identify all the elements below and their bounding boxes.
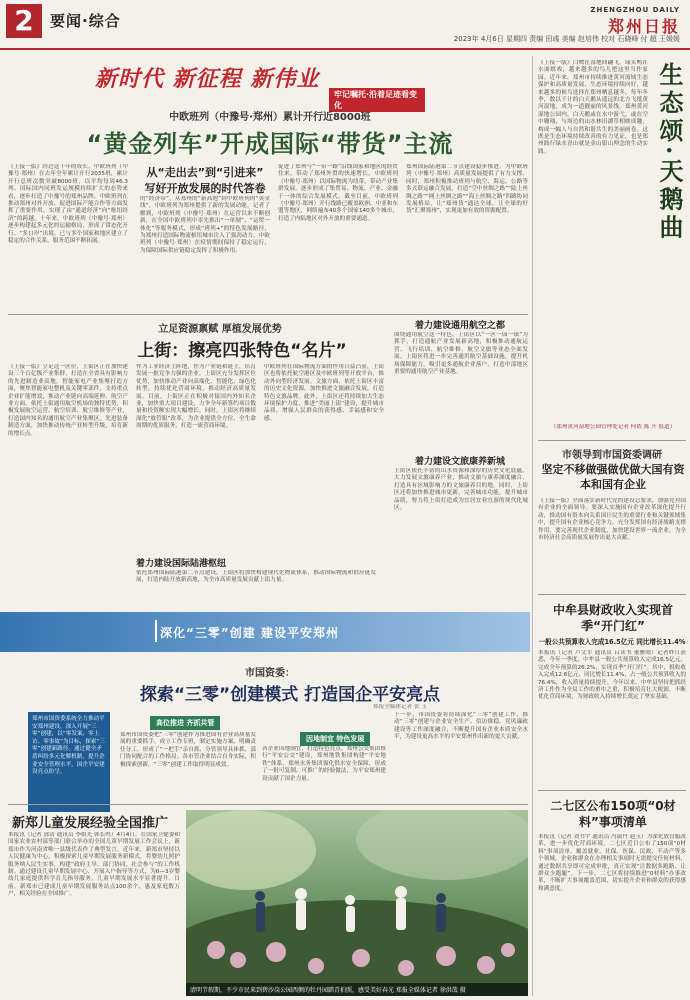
story2-sub3-text: 依托郑州国际陆港第二节点建设，上街区将加快构建现代化物流体系，推动国际物流和供应链发展，打造内陆开放新高地，为全市高质量发展贡献上街力量。 <box>136 570 376 584</box>
story2-sub3: 着力建设国际陆港枢纽 <box>136 559 227 569</box>
column-title: 生态颂·天鹅曲 <box>655 62 684 243</box>
story2-sub2: 着力建设文旅康养新城 <box>414 457 505 467</box>
lead-subhead: 从“走出去”到“引进来” 写好开放发展的时代答卷 <box>144 166 266 195</box>
story4-text: 本报讯（记者 卢文军 通讯员 吕读书 董雅晴）记者昨日获悉，今年一季度，中牟县一般公共预算收入完成16.5亿元，完成全年预算的26.2%，实现首季“开门红”。其中，税收收入完成12.6亿元，同比增长11.4%，占一般公共预算收入的76.4%，收入质量持续提升。今年以来，中牟县坚持把抓经济工作作为全局工作的重中之重，积极培育壮大税源，不断优化营商环境，为财政收入持续增长奠定了坚实基础。 <box>538 650 686 701</box>
masthead-en: ZHENGZHOU DAILY <box>590 6 680 14</box>
section-title: 要闻·综合 <box>50 12 121 30</box>
story6-kicker: 市国资委： <box>245 668 295 679</box>
section-band <box>0 612 530 652</box>
story7-text: 本报讯（记者 郭清 通讯员 李姐光 韩长鸣）4月4日，在国家卫健委和国家农业农村部等部门联合举办的全国儿童早期发展工作会议上，新郑市作为河南省唯一县级代表作了典型发言。近年来，新郑市坚持以人民健康为中心，积极探索儿童早期发展服务新模式，将婴幼儿照护服务纳入民生实事，构建“政府主导、部门协同、社会参与”的工作机制。通过建设儿童早期发展中心、开展入户指导等方式，为0—3岁婴幼儿家庭提供科学育儿指导服务，儿童早期发展水平显著提升。目前，新郑市已建成儿童早期发展服务站点100余个，惠及家庭数万户，相关经验在全国推广。 <box>8 832 180 898</box>
divider <box>538 440 686 441</box>
lead-col-2: 的“经济带”，从郑州的“新高地”到中欧班列的“黄金线”，中欧班列为郑州提供了新的发展动能。记者了解到，中欧班列（中豫号·郑州）在运营以来不断创新，在全国中欧班列中率先推出“一单制”、“运贸一体化”等服务模式，形成“班列+”的特色发展路径，为郑州打造国际物流枢纽城市注入了强劲动力。中欧班列（中豫号·郑州）在疫情期间保持了稳定运行，为保障国际供应链稳定发挥了积极作用。 <box>140 196 270 254</box>
story2-col-3: 中欧班列在国际物流方面的作用日益凸显，上街区也将依托航空港区及中欧班列等开放平台，推动外向型经济发展。文旅方面，依托上街区丰富的历史文化资源，加快推进文旅融合发展，打造特色文旅品牌。此外，上街区还将持续加大生态环境保护力度，推进“美丽上街”建设，提升城市品质，增强人民群众的获得感、幸福感和安全感。 <box>264 364 384 422</box>
story4-subhead: 一般公共预算收入完成16.5亿元 同比增长11.4% <box>538 638 686 646</box>
lead-col-1: 《上接一版》经过这十年的成长，中欧班列（中豫号·郑州）在去年全年累计开行2035班，累计开行总班次数突破8000班，以平均每周46.3列、国际国内同班发运规模持续扩大的态势来看，逐步打造了中豫号的郑州品牌。中欧班列在推动郑州对外开放、促进国际产能合作等方面发挥了重要作用，实现了由“通道经济”向“枢纽经济”的跨越。十年来，中欧班列（中豫号·郑州）逐步构建起多元化的运输格局，形成了常态化开行、“多口岸”出境，已与多个国家和地区建立了稳定的合作关系，服务范围不断拓展。 <box>8 164 128 245</box>
issue-info: 2023年 4月6日 星期四 责编 田彧 美编 赵培伟 校对 石晓峰 付 超 王媛媛 <box>453 35 680 43</box>
column-divider <box>532 56 533 996</box>
story6-byline: 郑报全媒体记者 张 玉 <box>373 704 427 710</box>
divider <box>538 790 686 791</box>
story2-headline: 上街：擦亮四张特色“名片” <box>137 341 347 361</box>
park-photo-image <box>186 810 528 996</box>
lead-kicker: 中欧班列（中豫号·郑州）累计开行近8000班 <box>169 112 371 123</box>
masthead <box>590 6 680 37</box>
story6-col-3: 下一步，市国资委将持续深化“三零”创建工作，推动“三零”创建与企业安全生产、信访维稳、党风廉政建设等工作深度融合，不断提升国有企业本质安全水平，为建设更高水平的平安郑州作出新的更大贡献。 <box>394 712 528 741</box>
story6-col-1: 郑州市国资委把“三零”创建作为推进国有企业高质量发展的重要抓手，成立工作专班，制定实施方案，明确责任分工，形成了“一把手”亲自抓、分管领导具体抓、部门协同配合的工作格局。各市管企业结合自身实际，积极探索创新，“三零”创建工作取得明显成效。 <box>120 732 256 768</box>
column-text: 《上接一版》白鹭在湿地间翩飞，绿头鸭在水面嬉戏，越来越多的鸟儿把这里当作家园。近年来，郑州市持续推进黄河流域生态保护和高质量发展，生态环境持续向好，越来越多的候鸟选择在郑州栖息越冬。每年冬季，数以千计的白天鹅从遥远的北方飞抵黄河湿地，成为一道靓丽的风景线。郑州黄河湿地公园内，白天鹅或在水中游弋，或在空中翱翔，与周边的山水林田湖草相映成趣，构成一幅人与自然和谐共生的美丽画卷。这既是生态环境持续改善的有力见证，也是郑州践行绿水青山就是金山银山理念的生动实践。 <box>538 60 648 155</box>
story4-headline: 中牟县财政收入实现首季“开门红” <box>552 603 673 633</box>
story2-sub2-text: 上街区依托丰富的山水资源和深厚的历史文化底蕴，大力发展文旅康养产业，推动文旅与康养深度融合，打造具有区域影响力的文旅康养目的地。同时，上街区还将加快推进城市更新，完善城市功能，提升城市品质，努力将上街打造成为宜居宜业宜游的现代化城区。 <box>394 468 528 512</box>
story2-sub1-text: 围绕通用航空这一特色，上街区以“一区一园一镇”为抓手，打造通航产业发展新高地，积极推动通航运营、飞行培训、航空维修、航空文旅等业态全面发展。上街区将进一步完善通用航空基础设施，提升机场保障能力，吸引更多通航企业落户，打造中部地区重要的通用航空产业基地。 <box>394 332 528 376</box>
story2-col-2: 作为工业经济主阵地，作为产业链和链主，培育发展一批竞争力强的企业。上街区充分发挥区位优势，加快推动产业向高端化、智能化、绿色化转型，持续优化营商环境，推动经济高质量发展。目前，上街区正在积极对接国内外知名企业，加快重大项目建设，力争全年新签约项目数量和投资额实现大幅增长。同时，上街区将继续深化“放管服”改革，为企业提供全方位、全生命周期的优质服务，打造一流营商环境。 <box>136 364 256 430</box>
story6-box-2: 因地制宜 特色发展 <box>300 732 370 746</box>
story6-box-1: 高位推进 齐抓共管 <box>150 716 220 730</box>
column-author: （郑州黄河湿地公园管理处记者 何依 陈 升 报道） <box>550 424 676 430</box>
band-label: 深化“三零”创建 建设平安郑州 <box>160 626 339 640</box>
story7-headline: 新郑儿童发展经验全国推广 <box>12 816 169 831</box>
divider <box>8 314 528 315</box>
story2-sub1: 着力建设通用航空之都 <box>414 321 505 331</box>
story3-kicker: 市领导到市国资委调研 <box>562 450 662 461</box>
page-header <box>0 0 690 50</box>
story6-headline: 探索“三零”创建模式 打造国企平安亮点 <box>139 685 441 705</box>
story6-callout: 郑州市国资委系统全力推动平安郑州建设，深入开展“三零”创建，以“零发案、零上访、零事故”为目标，探索“三零”创建新路径。通过健全矛盾纠纷多元化解机制，提升企业安全管理水平，国企平安建设亮点纷呈。 <box>28 712 110 812</box>
band-marker <box>155 620 157 642</box>
story3-headline: 坚定不移做强做优做大国有资本和国有企业 <box>541 463 685 491</box>
story5-text: 本报讯（记者 刘书宇 通讯员 冯淑丹 赵玉）为深化放管服改革，进一步优化营商环境，二七区近日公布了150项“0材料”事项清单，覆盖就业、社保、医保、民政、不动产等多个领域。企业和群众在办理相关事项时无需提交任何材料，通过数据共享即可完成审批，真正实现“让数据多跑路、让群众少跑腿”。下一步，二七区将持续推进“0材料”办事改革，不断扩大事项覆盖范围，切实提升企业和群众的获得感和满意度。 <box>538 834 686 892</box>
lead-headline: “黄金列车”开成国际“带货”主流 <box>86 130 454 158</box>
story3-text: 《上接一版》全面落实新时代党的建设总要求，加强党对国有企业的全面领导。要深入实施国有企业改革深化提升行动，推动国有资本向关系国计民生的重要行业和关键领域集中，提升国有企业核心竞争力，充分发挥国有经济战略支撑作用。要完善现代企业制度，加快建设世界一流企业，为全市经济社会高质量发展作出更大贡献。 <box>538 498 686 542</box>
theme-banner <box>95 62 425 110</box>
banner-slogan: 新时代 新征程 新伟业 <box>95 66 320 92</box>
photo-caption: 清明节假期，不少市民来到碧沙岗公园西侧的牡丹园踏青拍照，感受美好春光 郑报全媒体记者 徐洪哉 摄 <box>186 983 528 996</box>
lead-col-3: 促进了郑州与“一带一路”沿线国家和地区的经贸往来，带动了郑州外贸的快速增长。中欧班列（中豫号·郑州）以国际物流为纽带，带动产业集群发展，逐步形成了集贸易、物流、产业、金融于一体的综合发展模式。截至目前，中欧班列（中豫号·郑州）开行线路已覆盖欧洲、中亚和东盟等地区，网络遍布40多个国家140多个城市，打造了内陆地区对外开放的重要通道。 <box>278 164 398 222</box>
banner-tag: 牢记嘱托·沿着足迹看变化 <box>329 88 425 112</box>
divider <box>8 804 528 805</box>
page-number: 2 <box>6 4 42 38</box>
divider <box>538 594 686 595</box>
park-photo <box>186 810 528 996</box>
story5-headline: 二七区公布150项“0材料”事项清单 <box>550 799 676 829</box>
story2-kicker: 立足资源禀赋 厚植发展优势 <box>158 324 282 335</box>
story2-col-1: 《上接一版》立足这一区位，上街区正在加快建设三个百亿级产业集群，打造在全省具有影响力的先进制造业高地。智能家电产业集聚打造方面，聚焦智能家电整机及关键零部件，支持重点企业扩能增效，推动产业链向高端延伸。航空产业方面，依托上街通用航空机场的独特优势，积极发展航空运营、航空培训、航空维修等产业，打造国内知名的通用航空产业集聚区。先进装备制造方面，加快推动传统产业转型升级，培育新的增长点。 <box>8 364 128 437</box>
lead-col-4: 郑州国际陆港第二节点建设稳步推进，为中欧班列（中豫号·郑州）高质量发展提供了有力支撑。同时，郑州积极推动班列与航空、海运、公路等多式联运融合发展，打造“空中丝绸之路”“陆上丝绸之路”“网上丝绸之路”“海上丝绸之路”四路协同发展格局，让“郑州货”通达全球，让全球的好货“汇聚郑州”，实现更加有效的资源配置。 <box>406 164 528 215</box>
masthead-cn: 郑州日报 <box>607 17 680 36</box>
story6-col-2: 各企业因地制宜，打造特色亮点。郑州公交集团推行“平安公交”建设，郑州地铁集团构建“平安地铁”体系，郑州水务集团强化供水安全保障，形成了一批可复制、可推广的经验做法，为平安郑州建设贡献了国企力量。 <box>262 746 386 782</box>
